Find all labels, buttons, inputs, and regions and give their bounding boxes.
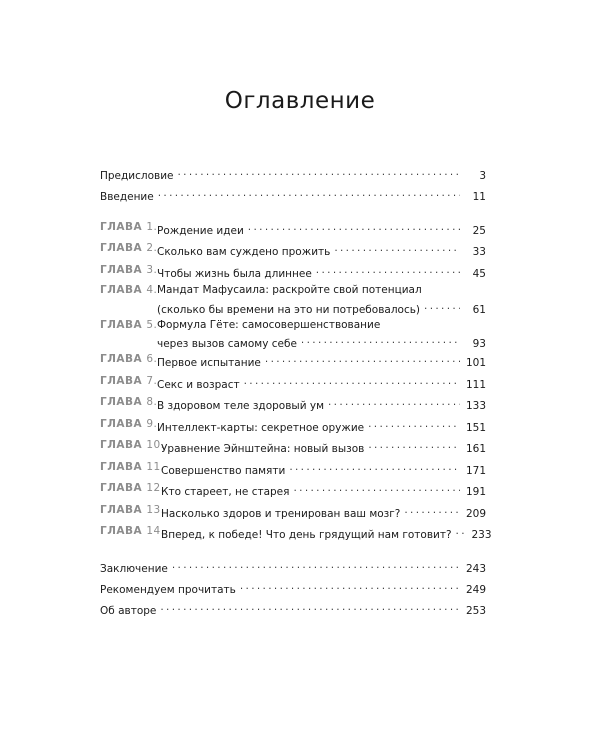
toc-chapter-3[interactable] xyxy=(100,263,486,280)
leader-dots xyxy=(244,374,460,388)
toc-page-number: 243 xyxy=(465,563,486,575)
toc-entry-title: Уравнение Эйнштейна: новый вызов xyxy=(161,443,365,455)
toc-chapter-4[interactable] xyxy=(100,283,486,315)
toc-page-number: 101 xyxy=(465,357,486,369)
leader-dots xyxy=(289,460,460,474)
toc-chapter-1[interactable] xyxy=(100,220,486,237)
toc-entry-title: Вперед, к победе! Что день грядущий нам готовит? xyxy=(161,529,452,541)
toc-chapter-6[interactable] xyxy=(100,352,486,369)
chapter-label: ГЛАВА 4. xyxy=(100,284,158,296)
toc-entry-title: Чтобы жизнь была длиннее xyxy=(157,268,312,280)
leader-dots xyxy=(368,417,460,431)
toc-page-number: 191 xyxy=(465,486,486,498)
toc-chapter-9[interactable] xyxy=(100,417,486,434)
toc-entry-title-line2: (сколько бы времени на это ни потребовалось) xyxy=(157,304,421,316)
toc-entry-preface[interactable] xyxy=(100,165,486,182)
toc-page-number: 61 xyxy=(472,304,486,316)
leader-dots xyxy=(178,165,461,179)
chapter-label: ГЛАВА 2. xyxy=(100,242,158,254)
toc-page-number: 171 xyxy=(465,465,486,477)
chapter-label: ГЛАВА 13. xyxy=(100,504,165,516)
leader-dots xyxy=(334,241,460,255)
toc-entry-title: Рекомендуем прочитать xyxy=(100,584,236,596)
chapter-label: ГЛАВА 1. xyxy=(100,221,158,233)
toc-page-number: 45 xyxy=(472,268,486,280)
toc-entry-title: Сколько вам суждено прожить xyxy=(157,246,331,258)
toc-entry-title: Насколько здоров и тренирован ваш мозг? xyxy=(161,508,401,520)
toc-entry-title: Об авторе xyxy=(100,605,157,617)
toc-entry-title-line1: Формула Гёте: самосовершенствование xyxy=(157,319,381,331)
toc-entry-introduction[interactable] xyxy=(100,186,486,203)
leader-dots xyxy=(368,438,460,452)
toc-entry-title: Кто стареет, не старея xyxy=(161,486,290,498)
toc-page-number: 33 xyxy=(472,246,486,258)
leader-dots xyxy=(328,395,460,409)
toc-entry-conclusion[interactable] xyxy=(100,558,486,575)
toc-entry-title: Предисловие xyxy=(100,170,174,182)
chapter-label: ГЛАВА 10. xyxy=(100,439,165,451)
toc-chapter-2[interactable] xyxy=(100,241,486,258)
leader-dots xyxy=(172,558,460,572)
leader-dots xyxy=(293,481,460,495)
toc-entry-title: Введение xyxy=(100,191,154,203)
toc-entry-title: Совершенство памяти xyxy=(161,465,286,477)
toc-chapter-10[interactable] xyxy=(100,438,486,455)
page-title: Оглавление xyxy=(224,88,376,114)
leader-dots xyxy=(424,299,460,313)
toc-page-number: 209 xyxy=(465,508,486,520)
chapter-label: ГЛАВА 3. xyxy=(100,264,158,276)
toc-entry-title: Рождение идеи xyxy=(157,225,244,237)
toc-entry-recommended-reading[interactable] xyxy=(100,579,486,596)
toc-chapter-5[interactable] xyxy=(100,318,486,350)
toc-page-number: 253 xyxy=(465,605,486,617)
toc-entry-title-line2: через вызов самому себе xyxy=(157,338,297,350)
leader-dots xyxy=(316,263,460,277)
leader-dots xyxy=(301,333,460,347)
chapter-label: ГЛАВА 14. xyxy=(100,525,165,537)
toc-page-number: 3 xyxy=(479,170,486,182)
chapter-label: ГЛАВА 9. xyxy=(100,418,158,430)
toc-entry-title: Заключение xyxy=(100,563,168,575)
toc-entry-about-author[interactable] xyxy=(100,600,486,617)
toc-entry-title: Первое испытание xyxy=(157,357,261,369)
toc-chapter-14[interactable] xyxy=(100,524,492,541)
toc-chapter-11[interactable] xyxy=(100,460,486,477)
chapter-label: ГЛАВА 6. xyxy=(100,353,158,365)
leader-dots xyxy=(240,579,460,593)
toc-entry-title-line1: Мандат Мафусаила: раскройте свой потенциал xyxy=(157,284,422,296)
leader-dots xyxy=(456,524,466,538)
chapter-label: ГЛАВА 7. xyxy=(100,375,158,387)
toc-page-number: 249 xyxy=(465,584,486,596)
toc-entry-title: Секс и возраст xyxy=(157,379,240,391)
chapter-label: ГЛАВА 11. xyxy=(100,461,165,473)
toc-page-number: 93 xyxy=(472,338,486,350)
toc-page-number: 111 xyxy=(465,379,486,391)
toc-page-number: 233 xyxy=(471,529,492,541)
leader-dots xyxy=(265,352,460,366)
toc-chapter-12[interactable] xyxy=(100,481,486,498)
toc-chapter-7[interactable] xyxy=(100,374,486,391)
leader-dots xyxy=(160,600,460,614)
toc-page-number: 151 xyxy=(465,422,486,434)
leader-dots xyxy=(158,186,460,200)
toc-chapter-8[interactable] xyxy=(100,395,486,412)
toc-page-number: 11 xyxy=(472,191,486,203)
toc-entry-title: Интеллект-карты: секретное оружие xyxy=(157,422,365,434)
toc-chapter-13[interactable] xyxy=(100,503,486,520)
leader-dots xyxy=(404,503,460,517)
toc-entry-title: В здоровом теле здоровый ум xyxy=(157,400,324,412)
toc-page-number: 25 xyxy=(472,225,486,237)
chapter-label: ГЛАВА 12. xyxy=(100,482,165,494)
leader-dots xyxy=(248,220,460,234)
chapter-label: ГЛАВА 5. xyxy=(100,319,158,331)
toc-page-number: 161 xyxy=(465,443,486,455)
toc-page-number: 133 xyxy=(465,400,486,412)
chapter-label: ГЛАВА 8. xyxy=(100,396,158,408)
